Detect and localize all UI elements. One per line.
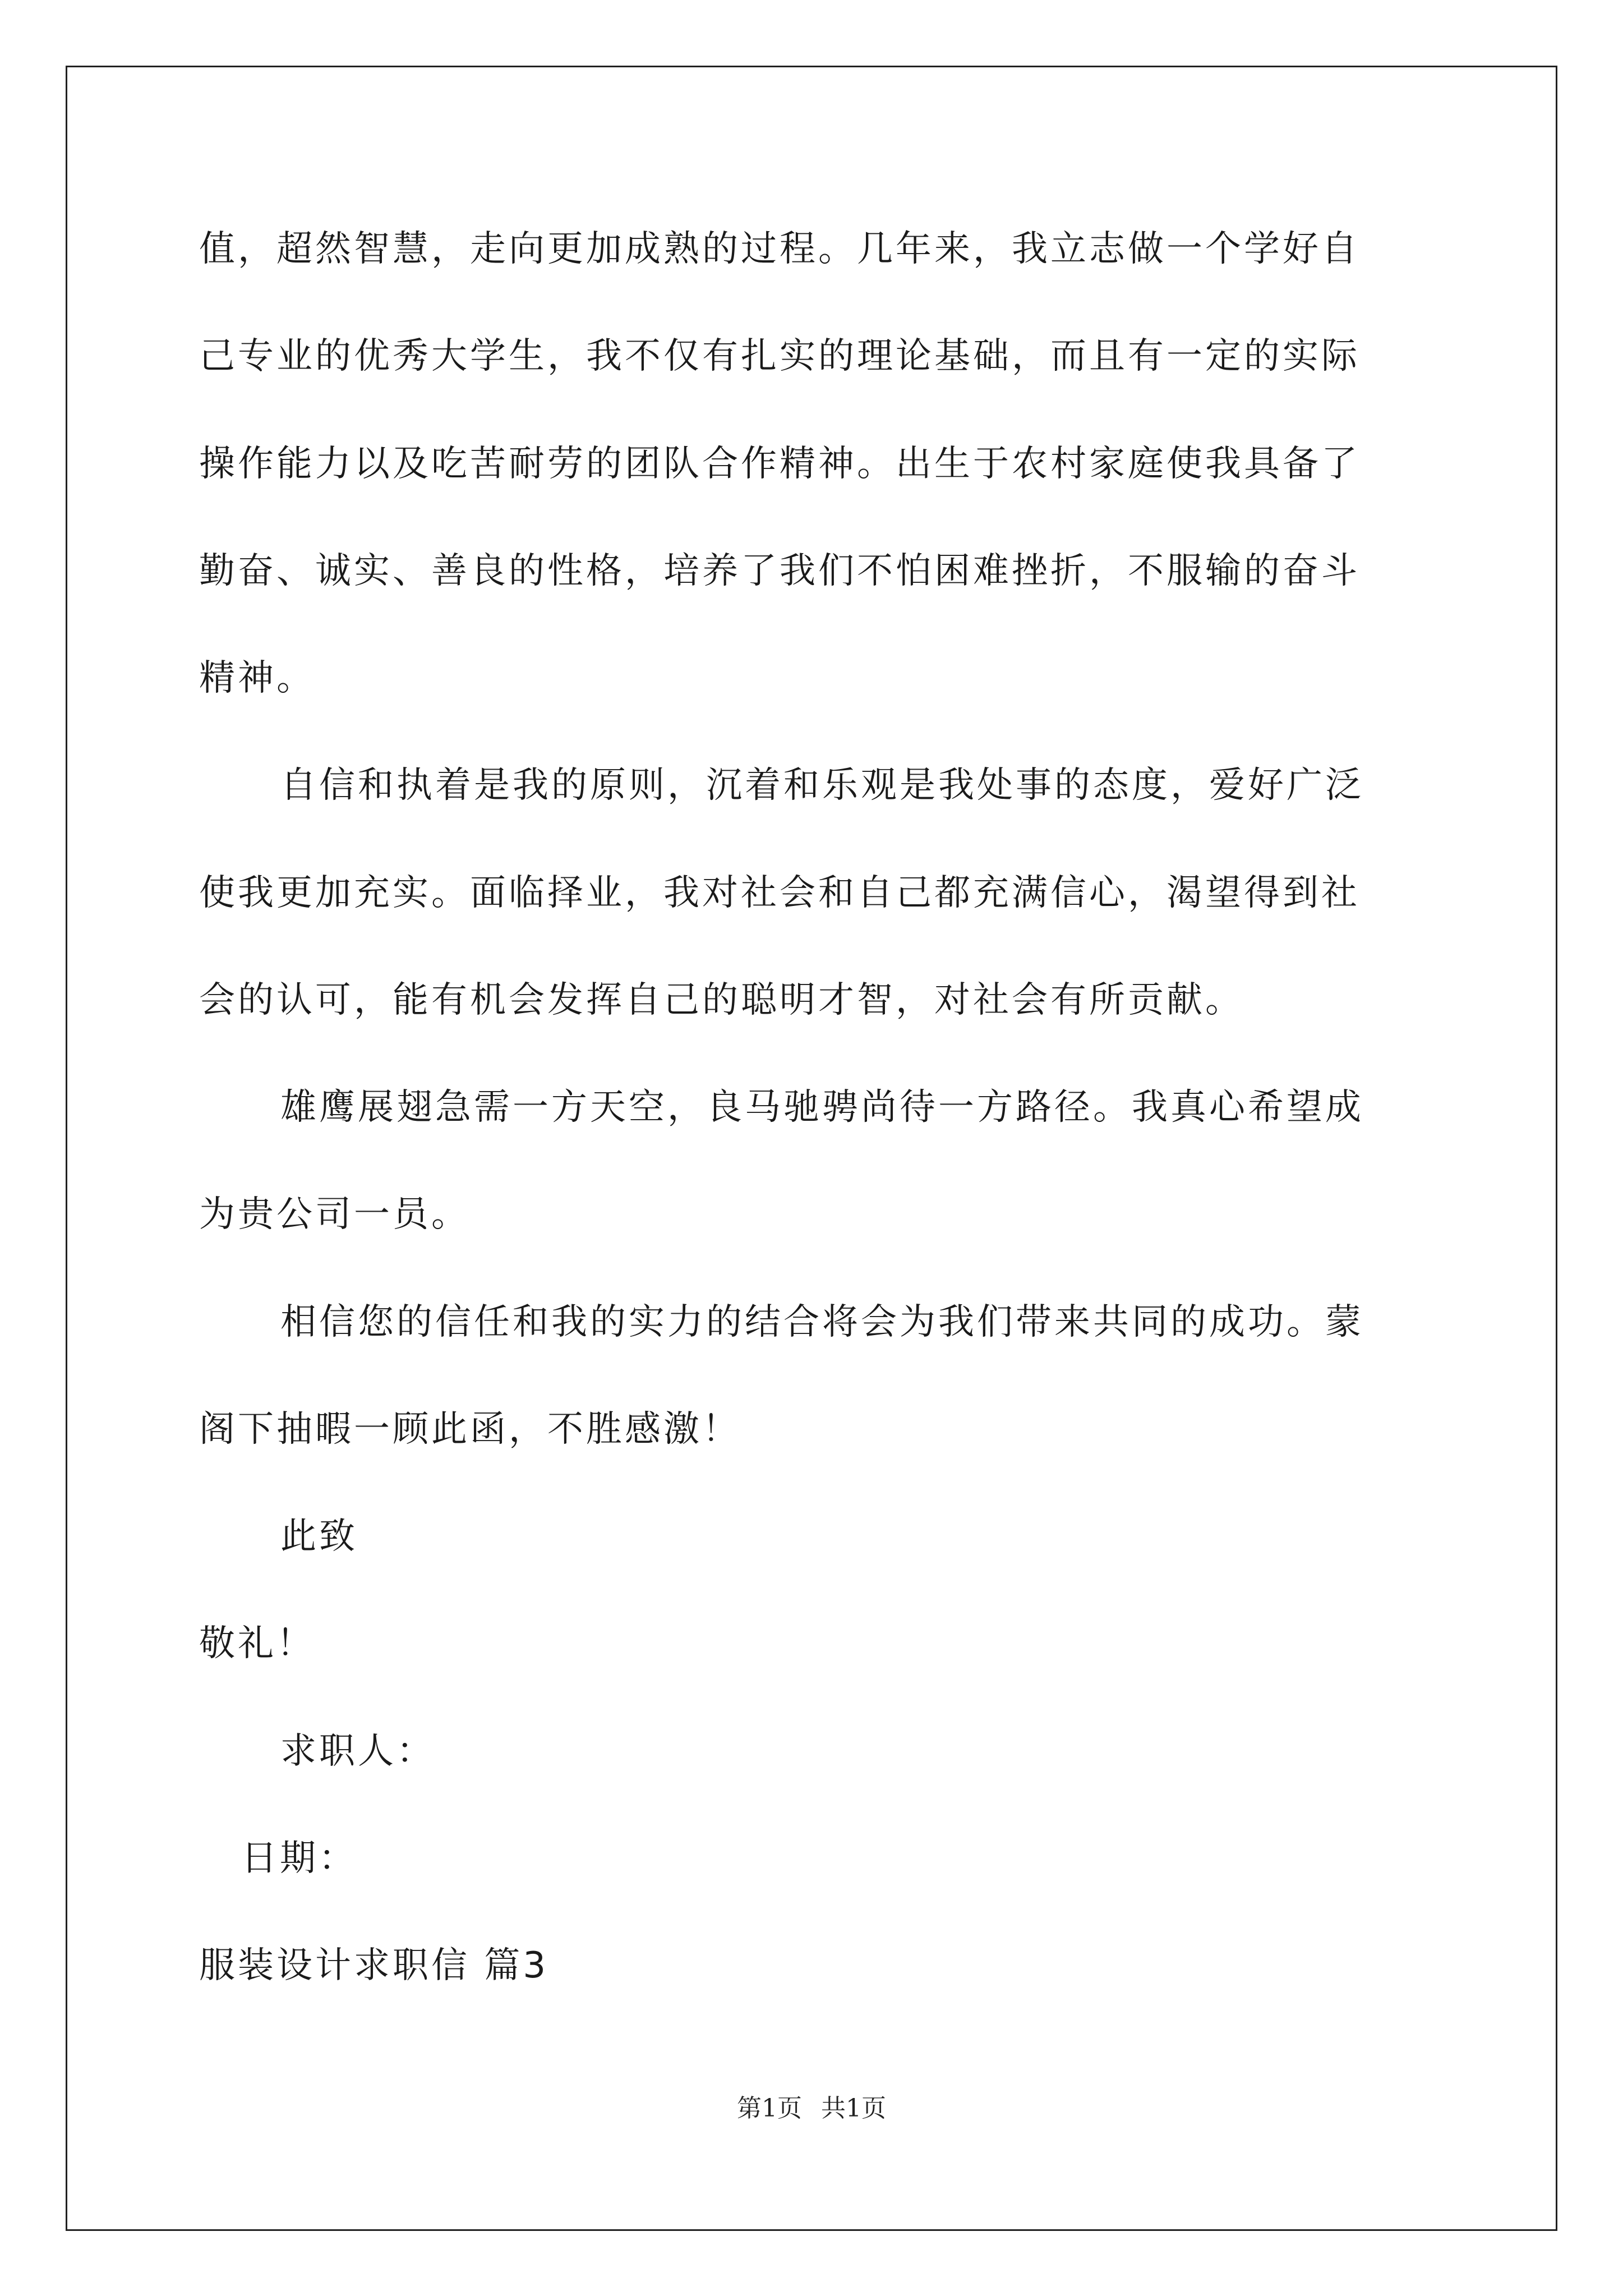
section-heading: 服装设计求职信 篇3 (199, 1945, 549, 1986)
closing-salutation: 此致 (280, 1516, 358, 1557)
page-border (66, 66, 1557, 2231)
text-line: 操作能力以及吃苦耐劳的团队合作精神。出生于农村家庭使我具备了 (199, 443, 1360, 485)
text-line: 为贵公司一员。 (199, 1194, 470, 1235)
text-line: 会的认可，能有机会发挥自己的聪明才智，对社会有所贡献。 (199, 979, 1244, 1021)
text-line: 勤奋、诚实、善良的性格，培养了我们不怕困难挫折，不服输的奋斗 (199, 550, 1360, 592)
text-line: 使我更加充实。面临择业，我对社会和自己都充满信心，渴望得到社 (199, 872, 1360, 914)
text-line: 己专业的优秀大学生，我不仅有扎实的理论基础，而且有一定的实际 (199, 335, 1360, 377)
page-footer (0, 2088, 1623, 2124)
applicant-label: 求职人： (280, 1731, 435, 1772)
date-label: 日期： (241, 1838, 357, 1879)
text-line: 自信和执着是我的原则，沉着和乐观是我处事的态度，爱好广泛 (280, 765, 1364, 806)
page-total: 共1页 (821, 2094, 886, 2123)
text-line: 值，超然智慧，走向更加成熟的过程。几年来，我立志做一个学好自 (199, 228, 1360, 270)
closing-regards: 敬礼！ (199, 1623, 315, 1664)
text-line: 雄鹰展翅急需一方天空，良马驰骋尚待一方路径。我真心希望成 (280, 1087, 1364, 1128)
text-line: 精神。 (199, 657, 315, 699)
page-number: 第1页 (737, 2094, 802, 2123)
text-line: 相信您的信任和我的实力的结合将会为我们带来共同的成功。蒙 (280, 1301, 1364, 1343)
text-line: 阁下抽暇一顾此函，不胜感激！ (199, 1409, 741, 1450)
